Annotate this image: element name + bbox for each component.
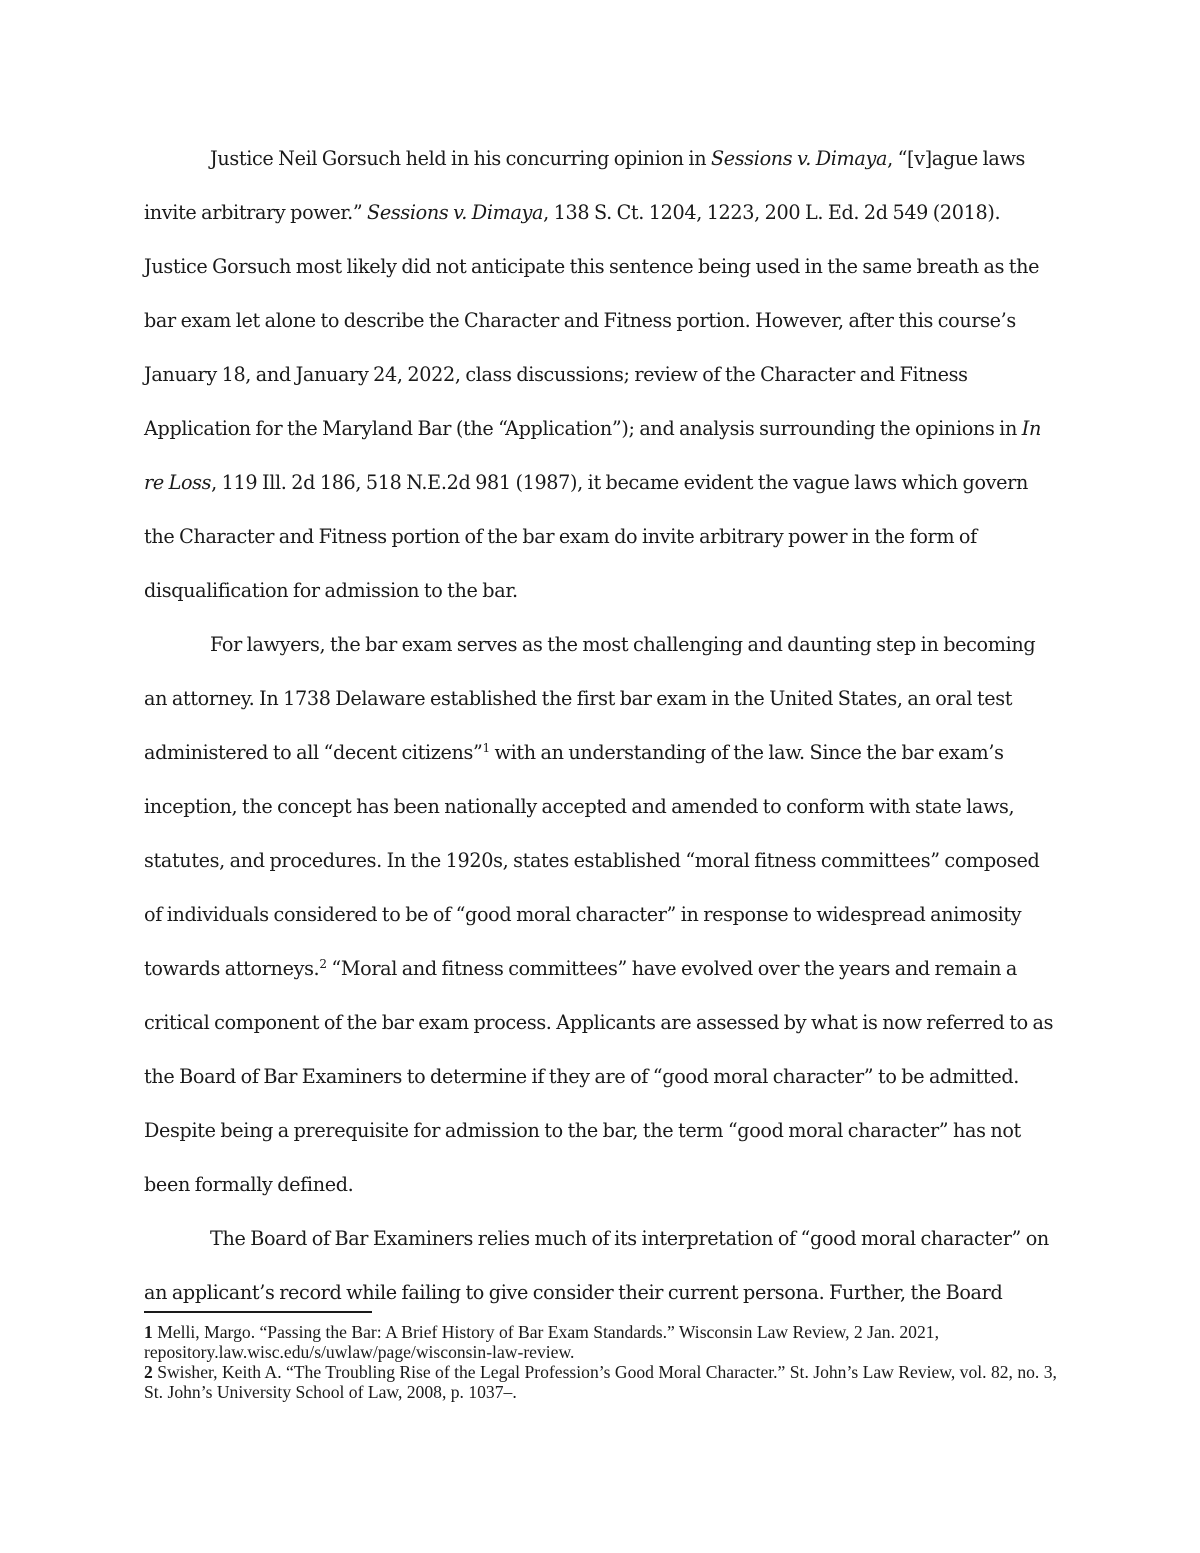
text-run: with an understanding of the law. Since the bar exam’s inception, the concept has been nationally accepted and amended to conform with state laws, statutes, and procedures. In the 1920s, states established “moral fitness committees” composed of individuals considered to be of “good moral character” in response to widespread animosity towards attorneys. bbox=[144, 741, 1040, 980]
text-run: Justice Neil Gorsuch held in his concurring opinion in bbox=[210, 147, 711, 170]
text-run: , 119 Ill. 2d 186, 518 N.E.2d 981 (1987), it became evident the vague laws which govern the Character and Fitness portion of the bar exam do invite arbitrary power in the form of disqualification for admission to the bar. bbox=[144, 471, 1028, 602]
footnote-number: 2 bbox=[144, 1362, 153, 1382]
paragraph bbox=[144, 132, 1056, 618]
footnote-reference: 2 bbox=[319, 957, 327, 971]
paragraph bbox=[144, 1212, 1056, 1320]
text-run: “Moral and fitness committees” have evolved over the years and remain a critical component of the bar exam process. Applicants are assessed by what is now referred to as the Board of Bar Examiners to determine if they are of “good moral character” to be admitted. Despite being a prerequisite for admission to the bar, the term “good moral character” has not been formally defined. bbox=[144, 957, 1054, 1196]
case-citation: Sessions v. Dimaya bbox=[367, 201, 544, 224]
footnote-number: 1 bbox=[144, 1322, 153, 1342]
case-citation: Sessions v. Dimaya bbox=[710, 147, 888, 170]
text-run: For lawyers, the bar exam serves as the most challenging and daunting step in becoming an attorney. In 1738 Delaware established the first bar exam in the United States, an oral test administered to all “decent citizens” bbox=[144, 633, 1036, 764]
case-citation: In re Loss bbox=[144, 417, 1041, 494]
footnote-reference: 1 bbox=[482, 741, 490, 755]
footnote bbox=[144, 1362, 1062, 1402]
footnotes bbox=[144, 1322, 1062, 1402]
footnote-separator bbox=[144, 1311, 372, 1313]
body-text bbox=[144, 132, 1056, 1320]
footnote bbox=[144, 1322, 1062, 1362]
footnote-text: Swisher, Keith A. “The Troubling Rise of the Legal Profession’s Good Moral Character.” St. John’s Law Review, vol. 82, no. 3, St. John’s University School of Law, 2008, p. 1037–. bbox=[144, 1362, 1057, 1402]
footnote-text: Melli, Margo. “Passing the Bar: A Brief History of Bar Exam Standards.” Wisconsin Law Review, 2 Jan. 2021, repository.law.wisc.edu/s/uwlaw/page/wisconsin-law-review. bbox=[144, 1322, 939, 1362]
paragraph bbox=[144, 618, 1056, 1212]
text-run: , “[v]ague laws invite arbitrary power.” bbox=[144, 147, 1026, 224]
text-run: The Board of Bar Examiners relies much of its interpretation of “good moral character” on an applicant’s record while failing to give consider their current persona. Further, the Board bbox=[144, 1227, 1049, 1304]
text-run: , 138 S. Ct. 1204, 1223, 200 L. Ed. 2d 549 (2018). Justice Gorsuch most likely did not anticipate this sentence being used in the same breath as the bar exam let alone to describe the Character and Fitness portion. However, after this course’s January 18, and January 24, 2022, class discussions; review of the Character and Fitness Application for the Maryland Bar (the “Application”); and analysis surrounding the opinions in bbox=[144, 201, 1040, 440]
